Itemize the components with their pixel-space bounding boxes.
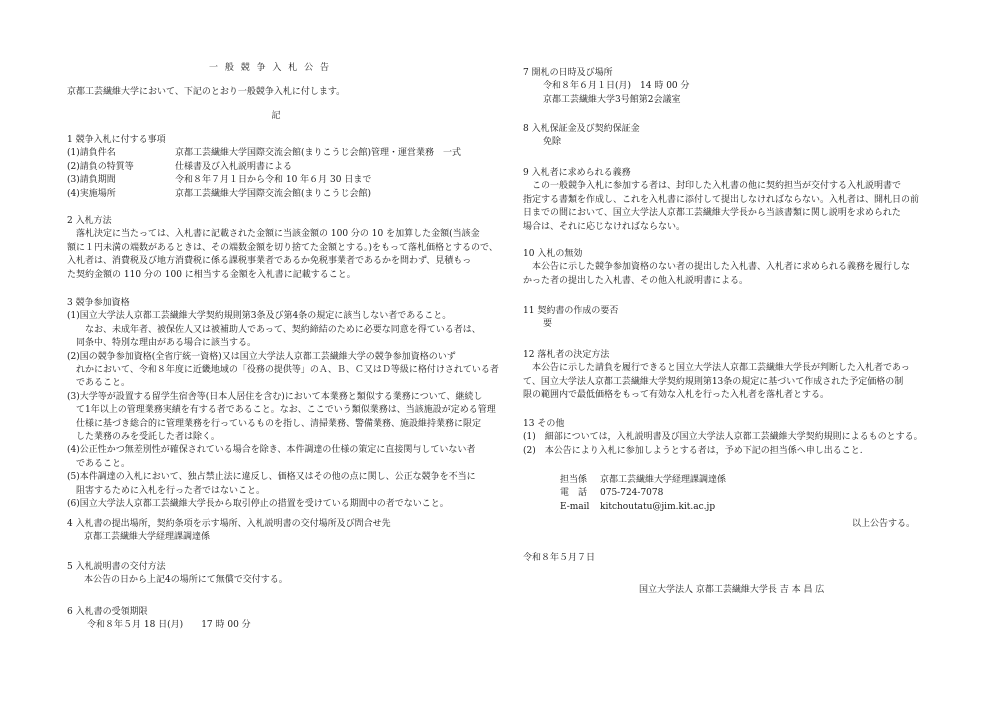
contact-block <box>523 474 951 514</box>
section-3-line: 阻害するために入札を行った者ではないこと。 <box>67 485 266 496</box>
section-11-body: 要 <box>543 319 553 330</box>
notice-date: 令和８年５月７日 <box>523 553 596 563</box>
section-4-body: 京都工芸繊維大学経理課調達係 <box>75 532 211 543</box>
section-2-line: 入札者は、消費税及び地方消費税に係る課税事業者であるか免税事業者であるかを問わず、見積もっ <box>67 256 472 267</box>
section-10-line: 本公告に示した競争参加資格のない者の提出した入札書、入札者に求められる義務を履行しな <box>523 262 911 273</box>
section-3-heading: 3 競争参加資格 <box>67 298 130 308</box>
section-3 <box>67 297 499 512</box>
section-1-item: (4)実施場所 京都工芸繊維大学国際交流会館(まりこうじ会館) <box>67 188 372 199</box>
section-11-heading: 11 契約書の作成の要否 <box>523 306 619 316</box>
section-1 <box>67 134 493 201</box>
section-3-line: (6)国立大学法人京都工芸繊維大学長から取引停止の措置を受けている期間中の者でないこと。 <box>67 499 449 510</box>
section-12-line: 本公告に示した請負を履行できると国立大学法人京都工芸繊維大学長が判断した入札者であっ <box>523 363 910 374</box>
notice-title: 一 般 競 争 入 札 公 告 <box>208 63 332 73</box>
contact-row: 担当係 京都工芸繊維大学経理課調達係 <box>560 475 727 485</box>
section-2-line: 落札決定に当たっては、入札書に記載された金額に当該金額の 100 分の 10 を加算した金額(当該金 <box>67 229 480 240</box>
section-6 <box>67 606 493 633</box>
section-6-body: 令和８年５月 18 日(月) 17 時 00 分 <box>87 620 251 631</box>
section-5-body: 本公告の日から上記4の場所にて無償で交付する。 <box>75 575 288 586</box>
section-10 <box>523 248 951 288</box>
section-10-heading: 10 入札の無効 <box>523 249 583 259</box>
section-12-line: 限の範囲内で最低価格をもって有効な入札を行った入札者を落札者とする。 <box>523 390 830 401</box>
section-3-line: であること。 <box>67 458 131 469</box>
section-7-line: 令和８年６月１日(月) 14 時 00 分 <box>543 81 690 92</box>
section-9-line: 指定する書類を作成し、これを入札書に添付して提出しなければならない。入札者は、開札日の前 <box>523 194 920 205</box>
section-4 <box>67 518 493 545</box>
section-9-line: 場合は、それに応じなければならない。 <box>523 221 686 232</box>
section-2-line: た契約金額の 110 分の 100 に相当する金額を入札書に記載すること。 <box>67 269 356 280</box>
section-6-heading: 6 入札書の受領期限 <box>67 607 148 617</box>
section-3-line: であること。 <box>67 378 131 389</box>
section-3-line: (4)公正性かつ無差別性が確保されている場合を除き、本件調達の仕様の策定に直接関与していない者 <box>67 445 476 456</box>
signature: 国立大学法人 京都工芸繊維大学長 吉 本 昌 広 <box>639 585 825 595</box>
section-3-line: 仕様に基づき総合的に管理業務を行っているものを指し、清掃業務、警備業務、施設維持業務に限定 <box>67 418 482 429</box>
section-4-heading: 4 入札書の提出場所，契約条項を示す場所、入札説明書の交付場所及び問合せ先 <box>67 519 391 529</box>
section-7-line: 京都工芸繊維大学3号館第2会議室 <box>543 94 681 105</box>
section-8-body: 免除 <box>543 137 562 148</box>
section-7 <box>523 67 951 107</box>
section-3-line: れかにおいて、令和８年度に近畿地域の「役務の提供等」のＡ、Ｂ、Ｃ又はＤ等級に格付けされている者 <box>67 365 499 376</box>
section-8-heading: 8 入札保証金及び契約保証金 <box>523 124 640 134</box>
section-13-line: (1) 細部については，入札説明書及び国立大学法人京都工芸繊維大学契約規則によるものとする。 <box>523 432 923 443</box>
section-3-line: (5)本件調達の入札において、独占禁止法に違反し、価格又はその他の点に関し、公正な競争を不当に <box>67 472 476 483</box>
section-1-item: (2)請負の特質等 仕様書及び入札説明書による <box>67 161 293 172</box>
section-13-heading: 13 その他 <box>523 419 565 429</box>
section-3-line: て1年以上の管理業務実績を有する者であること。なお、ここでいう類似業務は、当該施設が定める管理 <box>67 405 496 416</box>
section-2 <box>67 215 498 282</box>
section-10-line: かった者の提出した入札書、その他入札説明書による。 <box>523 275 749 286</box>
contact-row: E-mail kitchoutatu@jim.kit.ac.jp <box>560 501 716 512</box>
section-9-heading: 9 入札者に求められる義務 <box>523 168 631 178</box>
section-3-line: (1)国立大学法人京都工芸繊維大学契約規則第3条及び第4条の規定に該当しない者であること。 <box>67 311 452 322</box>
section-9-line: この一般競争入札に参加する者は、封印した入札書の他に契約担当が交付する入札説明書で <box>523 181 902 192</box>
closing-text: 以上公告する。 <box>851 519 915 529</box>
section-1-heading: 1 競争入札に付する事項 <box>67 135 166 145</box>
section-13-line: (2) 本公告により入札に参加しようとする者は，予め下記の担当係へ申し出ること. <box>523 445 863 456</box>
section-3-line: (2)国の競争参加資格(全省庁統一資格)又は国立大学法人京都工芸繊維大学の競争参加資格のいず <box>67 351 456 362</box>
section-13 <box>523 418 951 458</box>
section-3-line: した業務のみを受託した者は除く。 <box>67 432 220 443</box>
contact-row: 電 話 075-724-7078 <box>560 488 664 499</box>
section-3-line: なお、未成年者、被保佐人又は被補助人であって、契約締結のために必要な同意を得ている者は、 <box>67 324 481 335</box>
notice-title-block <box>67 62 493 75</box>
ki-label: 記 <box>271 111 281 121</box>
section-5-heading: 5 入札説明書の交付方法 <box>67 562 166 572</box>
section-8 <box>523 123 951 150</box>
section-2-heading: 2 入札方法 <box>67 216 112 226</box>
section-3-line: (3)大学等が設置する留学生宿舎等(日本人居住を含む)において本業務と類似する業務について、継続し <box>67 391 483 402</box>
section-5 <box>67 561 493 588</box>
section-3-line: 同条中、特別な理由がある場合に該当する。 <box>67 338 257 349</box>
section-9-line: 日までの間において、国立大学法人京都工芸繊維大学長から当該書類に関し説明を求められた <box>523 208 901 219</box>
section-1-item: (1)請負件名 京都工芸繊維大学国際交流会館(まりこうじ会館)管理・運営業務 一式 <box>67 148 462 159</box>
section-7-heading: 7 開札の日時及び場所 <box>523 68 613 78</box>
section-2-line: 額に１円未満の端数があるときは、その端数金額を切り捨てた金額とする。)をもって落札価格とするので、 <box>67 242 498 253</box>
section-1-item: (3)請負期間 令和８年７月１日から令和 10 年６月 30 日まで <box>67 175 372 186</box>
section-11 <box>523 305 951 332</box>
intro-text: 京都工芸繊維大学において、下記のとおり一般競争入札に付します。 <box>67 87 346 97</box>
section-12 <box>523 349 951 403</box>
section-12-heading: 12 落札者の決定方法 <box>523 350 610 360</box>
section-9 <box>523 167 951 234</box>
section-12-line: て、国立大学法人京都工芸繊維大学契約規則第13条の規定に基づいて作成された予定価格の制 <box>523 376 904 387</box>
